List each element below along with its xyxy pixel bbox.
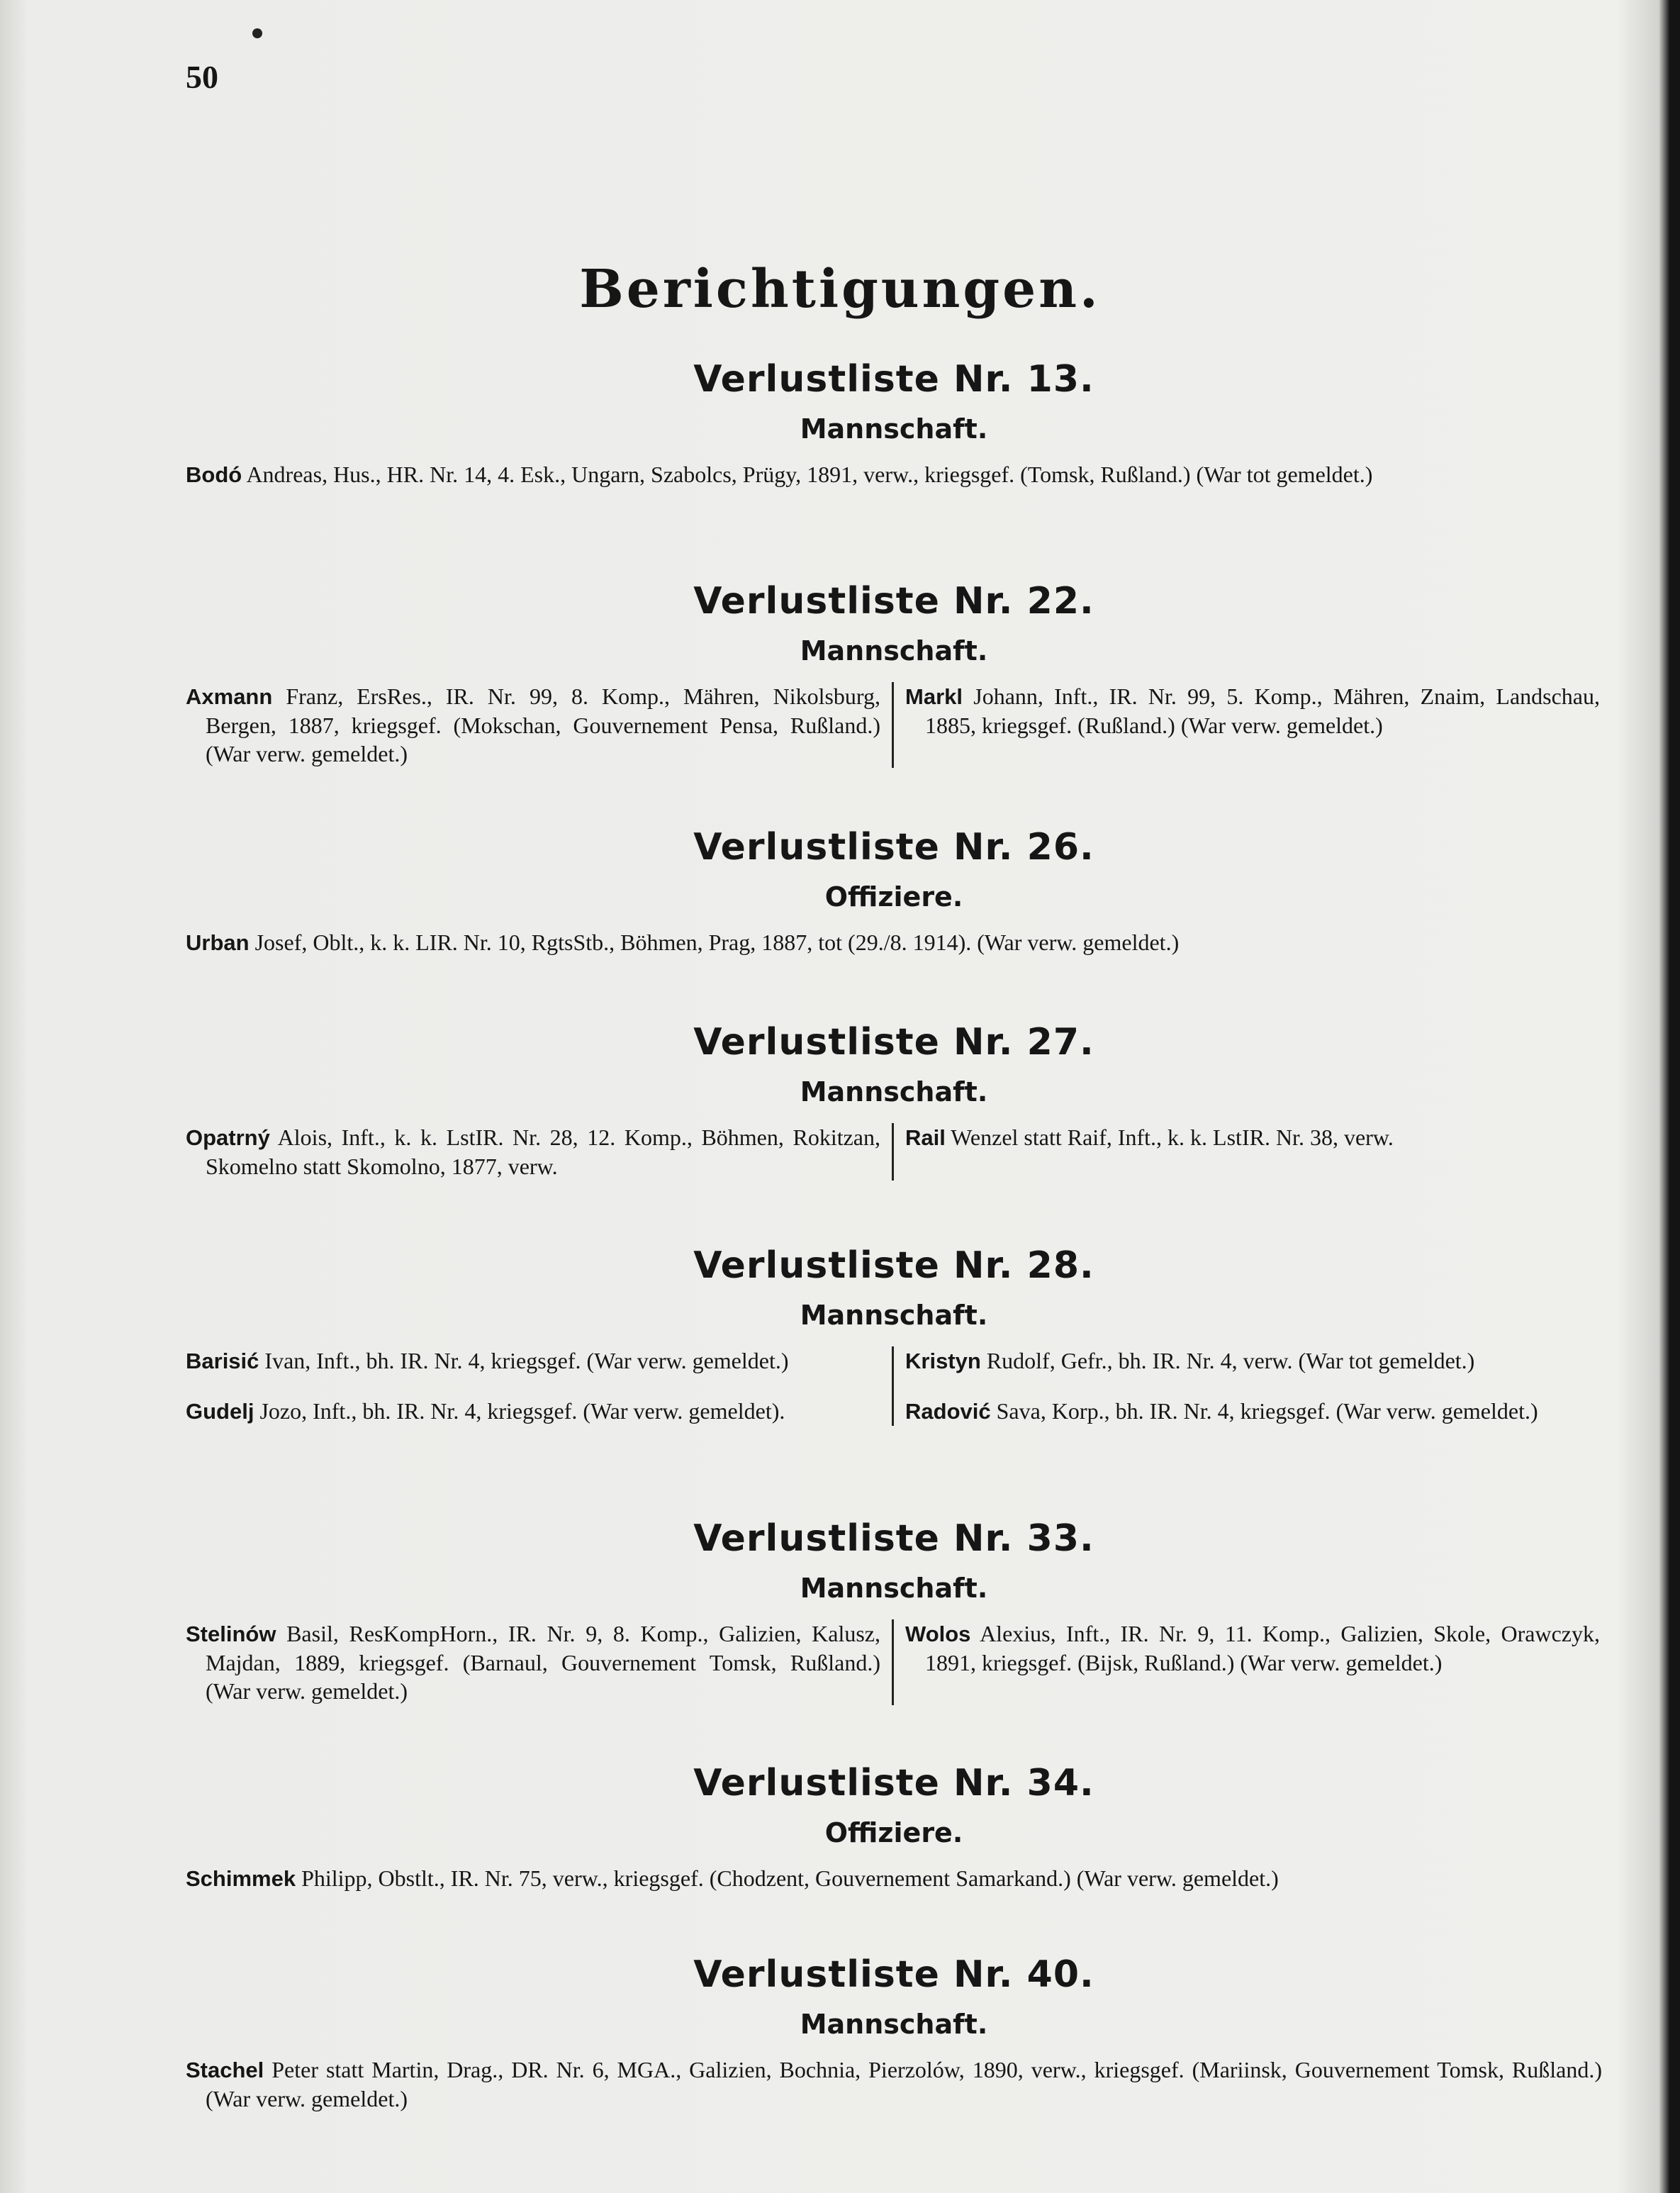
- section-subtitle: Mannschaft.: [800, 2009, 988, 2040]
- entry-surname: Bodó: [186, 462, 242, 487]
- left-column: [186, 1619, 892, 1705]
- entry-surname: Axmann: [186, 684, 273, 709]
- list-entry: [905, 682, 1600, 740]
- section-verlustliste-22: [186, 580, 1602, 768]
- two-column-entries: [186, 1346, 1602, 1426]
- right-column: [892, 1619, 1600, 1705]
- entry-text: Rudolf, Gefr., bh. IR. Nr. 4, verw. (War tot gemeldet.): [980, 1348, 1475, 1373]
- section-verlustliste-34: [186, 1762, 1602, 1893]
- section-title: Verlustliste Nr. 40.: [693, 1953, 1094, 1996]
- entry-surname: Markl: [905, 684, 963, 709]
- entry-surname: Urban: [186, 930, 250, 955]
- right-column: [892, 1346, 1600, 1426]
- entry-surname: Gudelj: [186, 1399, 254, 1424]
- list-entry: [905, 1123, 1600, 1152]
- section-verlustliste-13: [186, 358, 1602, 489]
- list-entry: [905, 1619, 1600, 1677]
- entry-surname: Stelinów: [186, 1622, 276, 1646]
- list-entry: [186, 1123, 880, 1181]
- entry-surname: Radović: [905, 1399, 991, 1424]
- entry-surname: Wolos: [905, 1622, 971, 1646]
- scan-edge-shadow: [1669, 0, 1680, 2193]
- entry-text: Ivan, Inft., bh. IR. Nr. 4, kriegsgef. (War verw. gemeldet.): [259, 1348, 789, 1373]
- list-entry: [186, 1346, 880, 1375]
- entry-text: Sava, Korp., bh. IR. Nr. 4, kriegsgef. (War verw. gemeldet.): [990, 1398, 1538, 1424]
- entry-text: Johann, Inft., IR. Nr. 99, 5. Komp., Mähren, Znaim, Landschau, 1885, kriegsgef. (Rußland.) (War verw. gemeldet.): [925, 683, 1600, 738]
- list-entry: [186, 2055, 1602, 2113]
- two-column-entries: [186, 1123, 1602, 1181]
- entry-text: Basil, ResKompHorn., IR. Nr. 9, 8. Komp., Galizien, Kalusz, Majdan, 1889, kriegsgef. (Barnaul, Gouvernement Tomsk, Rußland.) (War verw. gemeldet.): [206, 1621, 880, 1704]
- section-verlustliste-33: [186, 1517, 1602, 1705]
- entry-surname: Kristyn: [905, 1349, 981, 1373]
- section-title: Verlustliste Nr. 27.: [693, 1021, 1094, 1064]
- left-column: [186, 1123, 892, 1181]
- right-column: [892, 682, 1600, 768]
- section-title: Verlustliste Nr. 26.: [693, 826, 1094, 869]
- section-title: Verlustliste Nr. 13.: [693, 358, 1094, 401]
- section-title: Verlustliste Nr. 28.: [693, 1244, 1094, 1287]
- section-verlustliste-26: [186, 826, 1602, 957]
- two-column-entries: [186, 682, 1602, 768]
- two-column-entries: [186, 1619, 1602, 1705]
- list-entry: [186, 1397, 880, 1426]
- section-subtitle: Mannschaft.: [800, 1076, 988, 1107]
- section-verlustliste-40: [186, 1953, 1602, 2113]
- left-column: [186, 682, 892, 768]
- section-subtitle: Mannschaft.: [800, 1573, 988, 1604]
- list-entry: [186, 1619, 880, 1705]
- list-entry: [186, 1864, 1602, 1893]
- section-title: Verlustliste Nr. 33.: [693, 1517, 1094, 1560]
- list-entry: [186, 460, 1602, 489]
- section-subtitle: Mannschaft.: [800, 1300, 988, 1331]
- entry-surname: Barisić: [186, 1349, 259, 1373]
- section-title: Verlustliste Nr. 34.: [693, 1762, 1094, 1804]
- section-verlustliste-28: [186, 1244, 1602, 1426]
- page-title: Berichtigungen.: [579, 259, 1101, 320]
- entry-text: Alois, Inft., k. k. LstIR. Nr. 28, 12. Komp., Böhmen, Rokitzan, Skomelno statt Skomolno, 1877, verw.: [206, 1125, 880, 1179]
- list-entry: [186, 928, 1602, 957]
- list-entry: [905, 1397, 1600, 1426]
- section-subtitle: Mannschaft.: [800, 635, 988, 666]
- list-entry: [186, 682, 880, 768]
- section-verlustliste-27: [186, 1021, 1602, 1181]
- list-entry: [905, 1346, 1600, 1375]
- entry-text: Peter statt Martin, Drag., DR. Nr. 6, MGA., Galizien, Bochnia, Pierzolów, 1890, verw., kriegsgef. (Mariinsk, Gouvernement Tomsk, Rußland.) (War verw. gemeldet.): [206, 2057, 1602, 2111]
- section-title: Verlustliste Nr. 22.: [693, 580, 1094, 623]
- entry-surname: Schimmek: [186, 1866, 296, 1891]
- entry-text: Alexius, Inft., IR. Nr. 9, 11. Komp., Galizien, Skole, Orawczyk, 1891, kriegsgef. (Bijsk, Rußland.) (War verw. gemeldet.): [925, 1621, 1600, 1675]
- section-subtitle: Mannschaft.: [800, 413, 988, 445]
- entry-text: Andreas, Hus., HR. Nr. 14, 4. Esk., Ungarn, Szabolcs, Prügy, 1891, verw., kriegsgef. (Tomsk, Rußland.) (War tot gemeldet.): [242, 462, 1373, 487]
- entry-text: Jozo, Inft., bh. IR. Nr. 4, kriegsgef. (War verw. gemeldet).: [254, 1398, 785, 1424]
- entry-text: Josef, Oblt., k. k. LIR. Nr. 10, RgtsStb., Böhmen, Prag, 1887, tot (29./8. 1914). (War verw. gemeldet.): [249, 930, 1180, 955]
- entry-text: Philipp, Obstlt., IR. Nr. 75, verw., kriegsgef. (Chodzent, Gouvernement Samarkand.) (War verw. gemeldet.): [296, 1865, 1279, 1891]
- entry-text: Wenzel statt Raif, Inft., k. k. LstIR. Nr. 38, verw.: [945, 1125, 1394, 1150]
- entry-surname: Opatrný: [186, 1125, 270, 1150]
- entry-surname: Stachel: [186, 2058, 264, 2082]
- page-number: 50: [186, 59, 218, 95]
- section-subtitle: Offiziere.: [824, 881, 963, 913]
- entry-text: Franz, ErsRes., IR. Nr. 99, 8. Komp., Mähren, Nikolsburg, Bergen, 1887, kriegsgef. (Mokschan, Gouvernement Pensa, Rußland.) (War verw. gemeldet.): [206, 683, 880, 766]
- left-column: [186, 1346, 892, 1426]
- right-column: [892, 1123, 1600, 1181]
- entry-surname: Rail: [905, 1125, 946, 1150]
- ink-speck: [252, 28, 262, 38]
- section-subtitle: Offiziere.: [824, 1817, 963, 1848]
